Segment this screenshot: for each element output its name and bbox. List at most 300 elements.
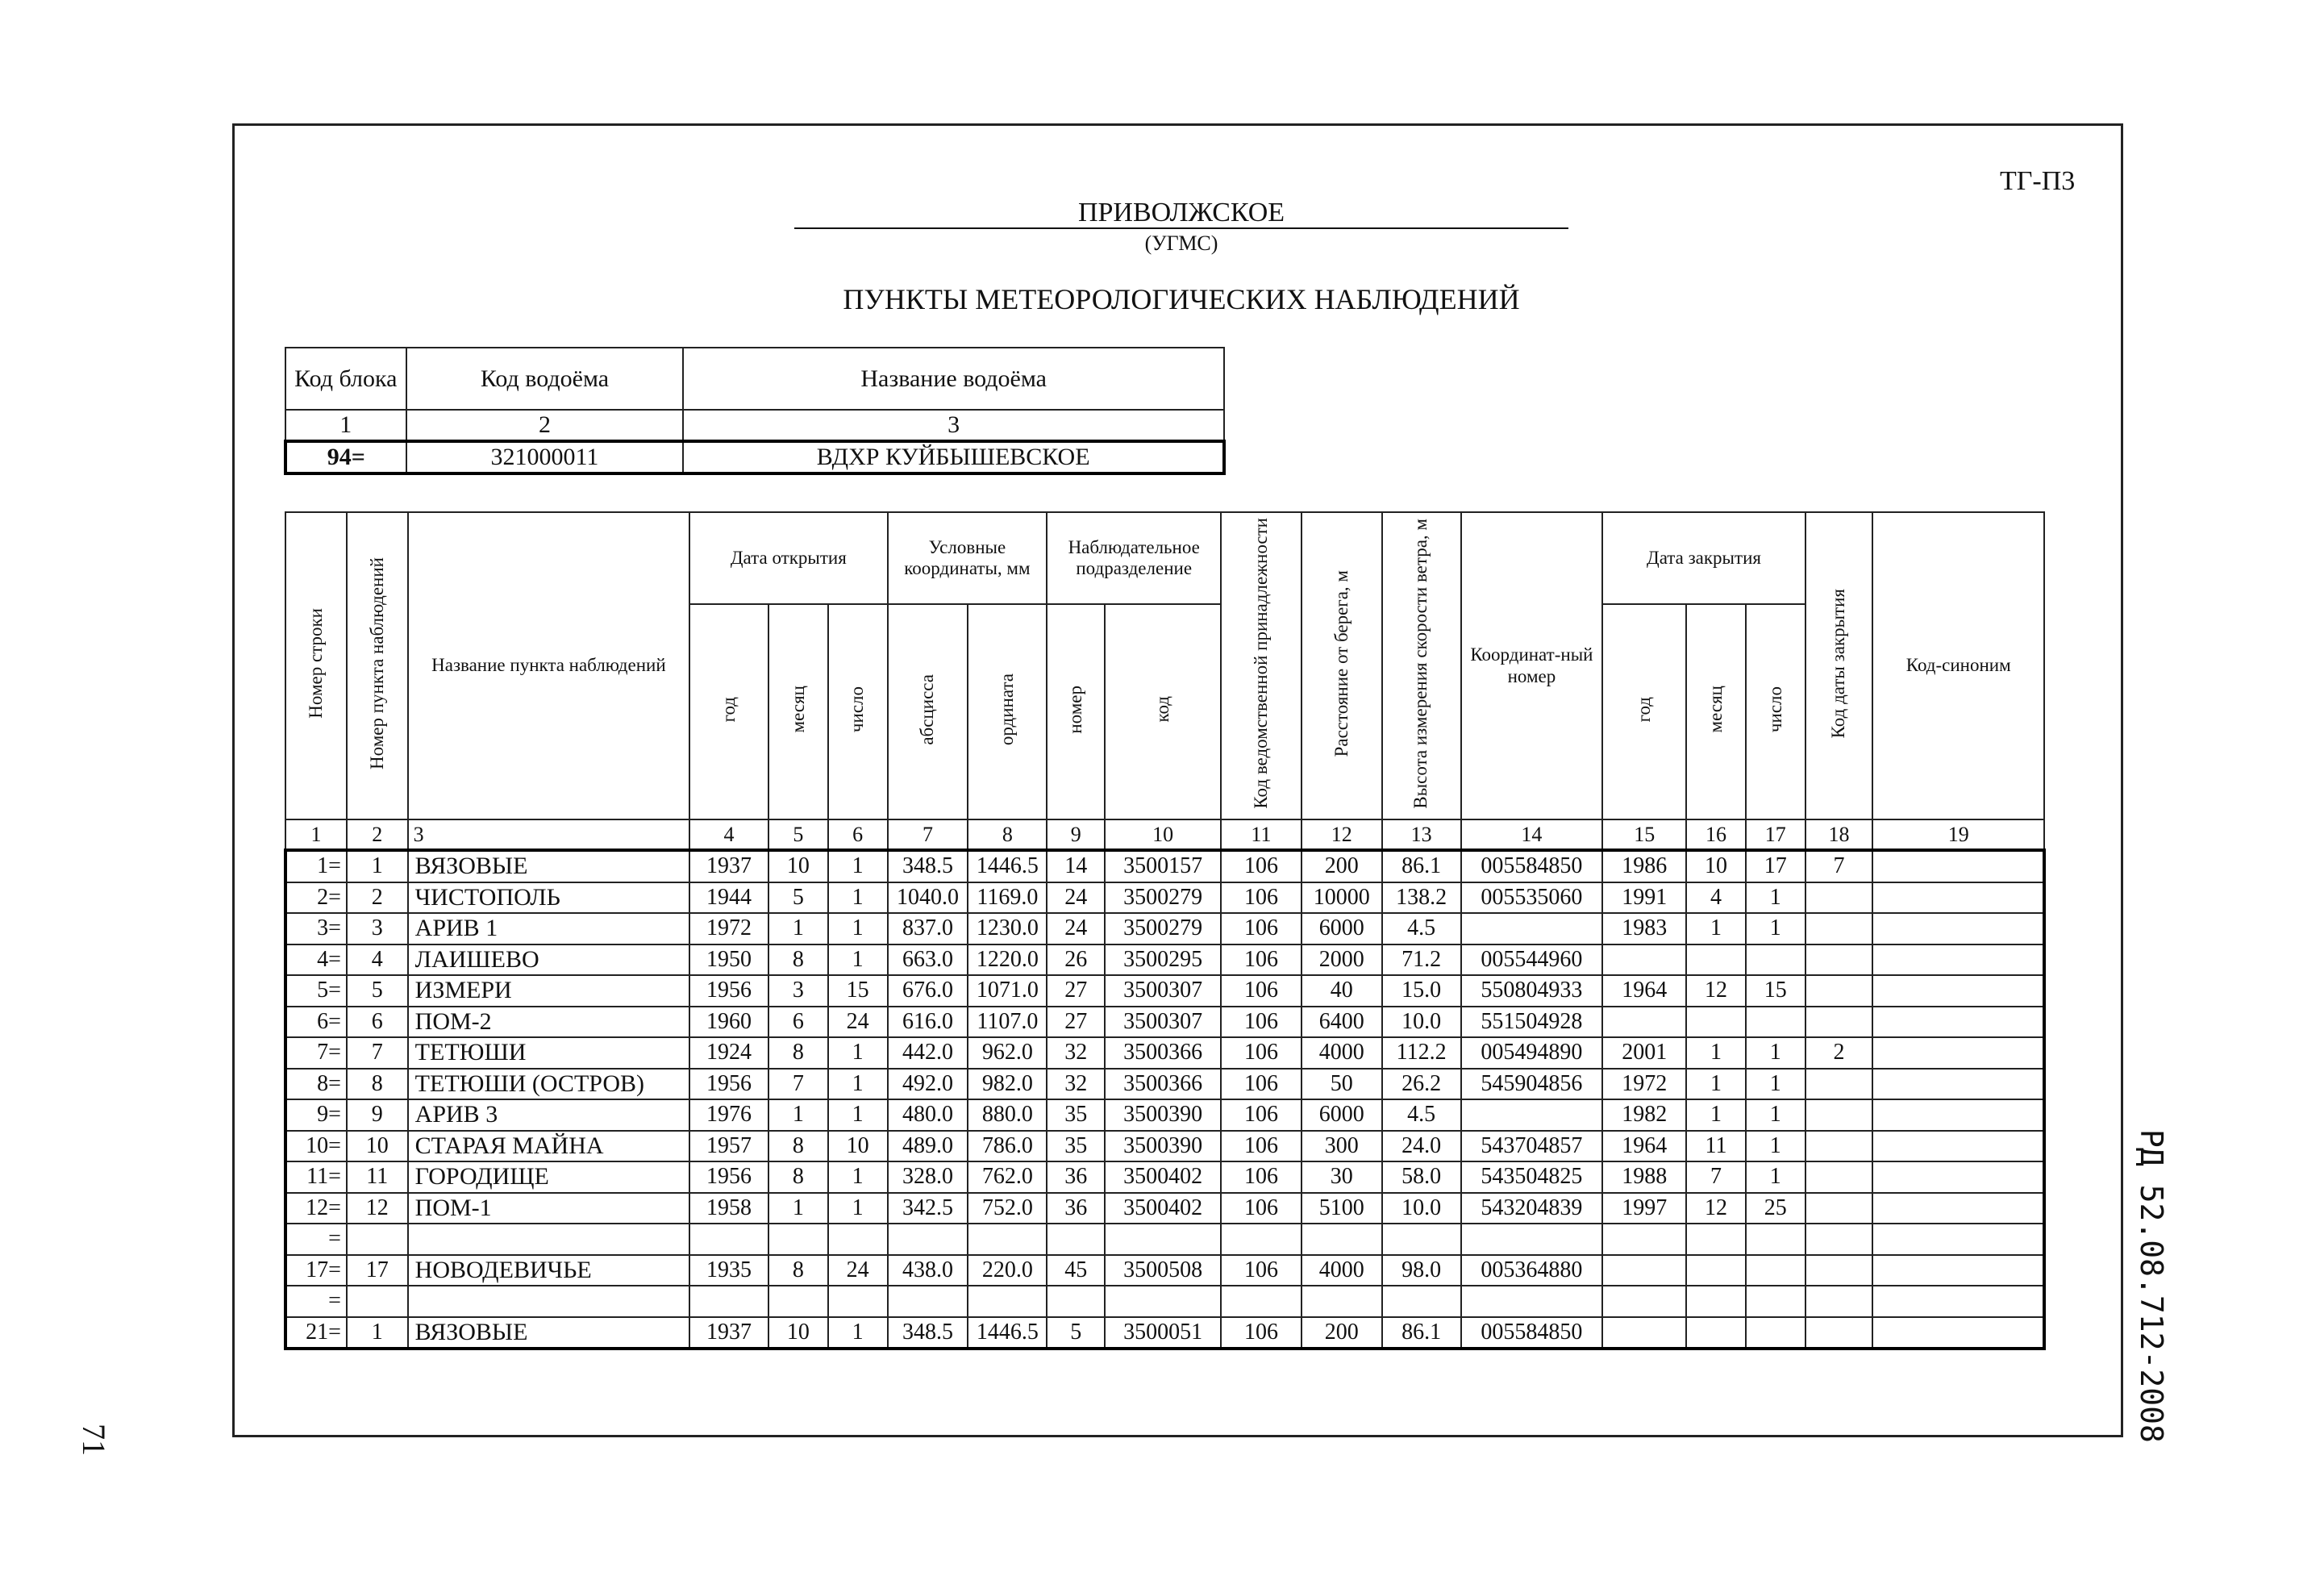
table-cell: 1958	[689, 1193, 768, 1224]
table-cell: 1	[828, 1099, 888, 1131]
table-cell: 98.0	[1382, 1255, 1461, 1286]
table-cell	[1221, 1286, 1302, 1317]
table-cell: 328.0	[888, 1161, 968, 1193]
header-open-day: число	[828, 604, 888, 819]
table-cell: 11	[1686, 1131, 1746, 1162]
table-cell: 1	[1746, 1099, 1805, 1131]
table-cell: 35	[1047, 1099, 1105, 1131]
column-number: 18	[1805, 819, 1873, 850]
table-cell: 12	[347, 1193, 408, 1224]
table-cell: 10	[768, 850, 828, 882]
table-cell: 12	[1686, 1193, 1746, 1224]
table-cell: 8	[347, 1069, 408, 1100]
table-cell: 4.5	[1382, 1099, 1461, 1131]
table-cell: 1944	[689, 882, 768, 914]
table-cell	[828, 1224, 888, 1255]
table-cell	[347, 1286, 408, 1317]
header-close-year: год	[1602, 604, 1686, 819]
table-cell	[1872, 1007, 2044, 1038]
table-cell	[1805, 1224, 1873, 1255]
table-cell: 1	[828, 1161, 888, 1193]
table-cell	[1805, 1286, 1873, 1317]
table-cell: 1	[828, 1193, 888, 1224]
table-cell: 1956	[689, 1069, 768, 1100]
table-row	[285, 1037, 2044, 1069]
table-cell	[1872, 1193, 2044, 1224]
table-cell: 1	[828, 1069, 888, 1100]
table-cell: 1	[1746, 1037, 1805, 1069]
column-number: 7	[888, 819, 968, 850]
table-cell: 8	[768, 1255, 828, 1286]
table-cell: 1	[1686, 1069, 1746, 1100]
table-cell: 24	[828, 1255, 888, 1286]
table-cell: 1=	[285, 850, 347, 882]
region-name: ПРИВОЛЖСКОЕ	[1077, 198, 1285, 227]
table-cell: 2	[1805, 1037, 1873, 1069]
col-number: 1	[285, 410, 406, 441]
table-cell: 7	[347, 1037, 408, 1069]
column-number: 6	[828, 819, 888, 850]
table-cell	[1686, 1255, 1746, 1286]
table-cell: 1	[1686, 913, 1746, 944]
table-cell: 1	[828, 1317, 888, 1349]
table-cell	[768, 1286, 828, 1317]
table-cell: 17=	[285, 1255, 347, 1286]
header-wind-height: Высота измерения скорости ветра, м	[1382, 512, 1461, 819]
table-cell: 1040.0	[888, 882, 968, 914]
table-cell	[1872, 944, 2044, 976]
table-cell: 005364880	[1461, 1255, 1603, 1286]
table-cell: 1	[347, 850, 408, 882]
table-cell: 962.0	[968, 1037, 1047, 1069]
header-point-name: Название пункта наблюдений	[408, 512, 689, 819]
table-cell: 1	[1746, 1161, 1805, 1193]
table-cell: 4	[347, 944, 408, 976]
table-cell: 1	[1746, 882, 1805, 914]
table-cell: 1	[1686, 1037, 1746, 1069]
table-cell	[408, 1286, 689, 1317]
table-cell: 106	[1221, 1193, 1302, 1224]
table-cell: 5100	[1302, 1193, 1382, 1224]
table-cell	[1302, 1286, 1382, 1317]
header-reservoir-name: Название водоёма	[683, 348, 1224, 410]
column-numbers-row	[285, 819, 2044, 850]
page-number: 71	[76, 1424, 112, 1456]
column-number: 16	[1686, 819, 1746, 850]
table-cell: 24	[828, 1007, 888, 1038]
table-cell: 15	[1746, 975, 1805, 1007]
table-cell: 1972	[689, 913, 768, 944]
block-code: 94=	[285, 441, 406, 473]
table-cell: 4=	[285, 944, 347, 976]
table-cell: 10	[768, 1317, 828, 1349]
table-cell	[689, 1286, 768, 1317]
table-cell: 1	[828, 882, 888, 914]
table-cell	[1382, 1286, 1461, 1317]
table-cell: 1446.5	[968, 850, 1047, 882]
table-cell: 1956	[689, 1161, 768, 1193]
table-cell: 86.1	[1382, 850, 1461, 882]
table-cell: ПОМ-1	[408, 1193, 689, 1224]
column-number: 14	[1461, 819, 1603, 850]
column-number: 2	[347, 819, 408, 850]
table-cell: 616.0	[888, 1007, 968, 1038]
table-cell: 1937	[689, 1317, 768, 1349]
table-cell: 3500390	[1105, 1099, 1221, 1131]
table-row	[285, 1317, 2044, 1349]
table-cell: ПОМ-2	[408, 1007, 689, 1038]
table-cell: 27	[1047, 1007, 1105, 1038]
table-cell: ВЯЗОВЫЕ	[408, 850, 689, 882]
header-open-year: год	[689, 604, 768, 819]
table-cell: 3500279	[1105, 913, 1221, 944]
table-cell: 1	[1686, 1099, 1746, 1131]
table-cell: 005494890	[1461, 1037, 1603, 1069]
table-cell: =	[285, 1224, 347, 1255]
table-cell: 106	[1221, 1099, 1302, 1131]
table-cell: 3=	[285, 913, 347, 944]
header-point-number: Номер пункта наблюдений	[347, 512, 408, 819]
table-cell	[1872, 1069, 2044, 1100]
header-close-month: месяц	[1686, 604, 1746, 819]
table-cell	[1805, 1007, 1873, 1038]
table-cell	[968, 1224, 1047, 1255]
table-cell	[1872, 1037, 2044, 1069]
table-row	[285, 1007, 2044, 1038]
table-cell	[1686, 1286, 1746, 1317]
table-cell	[1805, 975, 1873, 1007]
header-open-month: месяц	[768, 604, 828, 819]
table-cell: 11	[347, 1161, 408, 1193]
table-cell	[1746, 1007, 1805, 1038]
table-cell: 50	[1302, 1069, 1382, 1100]
table-cell: 1	[768, 913, 828, 944]
table-cell: 1071.0	[968, 975, 1047, 1007]
table-cell: 32	[1047, 1037, 1105, 1069]
table-cell: 1964	[1602, 1131, 1686, 1162]
table-cell: 1950	[689, 944, 768, 976]
table-cell: 3500157	[1105, 850, 1221, 882]
table-cell	[1872, 913, 2044, 944]
table-cell: 1964	[1602, 975, 1686, 1007]
table-cell	[1602, 1224, 1686, 1255]
column-number: 9	[1047, 819, 1105, 850]
table-cell	[1746, 1317, 1805, 1349]
table-cell: 15.0	[1382, 975, 1461, 1007]
table-cell: 5	[347, 975, 408, 1007]
table-cell	[1047, 1224, 1105, 1255]
column-number: 4	[689, 819, 768, 850]
table-cell: 489.0	[888, 1131, 968, 1162]
table-cell: 1924	[689, 1037, 768, 1069]
table-cell	[1872, 1224, 2044, 1255]
table-row	[285, 1224, 2044, 1255]
table-cell	[888, 1224, 968, 1255]
table-cell: 36	[1047, 1161, 1105, 1193]
table-cell: ЛАИШЕВО	[408, 944, 689, 976]
column-number: 3	[408, 819, 689, 850]
table-cell: 112.2	[1382, 1037, 1461, 1069]
table-cell: 6000	[1302, 913, 1382, 944]
table-cell	[1872, 850, 2044, 882]
header-unit-number: номер	[1047, 604, 1105, 819]
header-open-date: Дата открытия	[689, 512, 887, 604]
table-cell: 8	[768, 1161, 828, 1193]
table-cell: 24.0	[1382, 1131, 1461, 1162]
table-cell: 58.0	[1382, 1161, 1461, 1193]
table-cell: 3500279	[1105, 882, 1221, 914]
table-cell: 837.0	[888, 913, 968, 944]
table-cell	[1686, 944, 1746, 976]
table-cell	[1805, 1255, 1873, 1286]
table-cell: 1960	[689, 1007, 768, 1038]
table-cell: 106	[1221, 882, 1302, 914]
table-cell: 1935	[689, 1255, 768, 1286]
table-cell: 5	[1047, 1317, 1105, 1349]
table-cell	[347, 1224, 408, 1255]
table-row	[285, 975, 2044, 1007]
table-cell: 1	[768, 1099, 828, 1131]
table-cell: 35	[1047, 1131, 1105, 1162]
header-abscissa: абсцисса	[888, 604, 968, 819]
table-cell	[1805, 913, 1873, 944]
column-number: 10	[1105, 819, 1221, 850]
table-cell: 106	[1221, 1255, 1302, 1286]
table-cell: 30	[1302, 1161, 1382, 1193]
table-cell: 1986	[1602, 850, 1686, 882]
table-cell: 543204839	[1461, 1193, 1603, 1224]
table-cell: 6	[347, 1007, 408, 1038]
table-row	[285, 1069, 2044, 1100]
table-cell: 543504825	[1461, 1161, 1603, 1193]
table-row	[285, 1193, 2044, 1224]
table-cell	[1686, 1224, 1746, 1255]
table-cell: 3500402	[1105, 1193, 1221, 1224]
table-cell: 10=	[285, 1131, 347, 1162]
table-cell	[1047, 1286, 1105, 1317]
table-cell: 6=	[285, 1007, 347, 1038]
table-cell: 1220.0	[968, 944, 1047, 976]
table-cell	[888, 1286, 968, 1317]
table-cell	[689, 1224, 768, 1255]
table-cell: 106	[1221, 1131, 1302, 1162]
table-row	[285, 1131, 2044, 1162]
table-cell: 3500307	[1105, 1007, 1221, 1038]
table-cell: 3500051	[1105, 1317, 1221, 1349]
table-cell: 3500366	[1105, 1069, 1221, 1100]
table-cell: 71.2	[1382, 944, 1461, 976]
table-cell: 17	[1746, 850, 1805, 882]
table-cell: 442.0	[888, 1037, 968, 1069]
table-cell	[1746, 944, 1805, 976]
header-coord-number: Координат-ный номер	[1461, 512, 1603, 819]
table-cell: 3500508	[1105, 1255, 1221, 1286]
table-cell: 1983	[1602, 913, 1686, 944]
table-cell	[408, 1224, 689, 1255]
table-cell	[1602, 1007, 1686, 1038]
header-close-day: число	[1746, 604, 1805, 819]
table-cell: 005584850	[1461, 1317, 1603, 1349]
table-cell	[768, 1224, 828, 1255]
column-number: 17	[1746, 819, 1805, 850]
table-cell: 786.0	[968, 1131, 1047, 1162]
table-cell: 32	[1047, 1069, 1105, 1100]
table-cell	[1602, 1255, 1686, 1286]
table-cell: 1997	[1602, 1193, 1686, 1224]
table-cell: 348.5	[888, 1317, 968, 1349]
table-cell: 480.0	[888, 1099, 968, 1131]
table-cell: 1972	[1602, 1069, 1686, 1100]
stations-rows	[285, 850, 2044, 1349]
table-cell	[1746, 1224, 1805, 1255]
document-code: РД 52.08.712-2008	[2134, 1129, 2169, 1443]
table-cell: 1	[828, 1037, 888, 1069]
table-row	[285, 1161, 2044, 1193]
table-cell: 6	[768, 1007, 828, 1038]
table-cell: =	[285, 1286, 347, 1317]
table-cell: 492.0	[888, 1069, 968, 1100]
header-block-code: Код блока	[285, 348, 406, 410]
table-cell: 3500366	[1105, 1037, 1221, 1069]
table-cell: 7=	[285, 1037, 347, 1069]
table-cell: 8	[768, 1131, 828, 1162]
table-cell: 10	[1686, 850, 1746, 882]
table-cell: 550804933	[1461, 975, 1603, 1007]
table-cell: 45	[1047, 1255, 1105, 1286]
table-cell: 106	[1221, 1317, 1302, 1349]
table-cell: 8	[768, 1037, 828, 1069]
block-table	[284, 347, 1226, 475]
table-cell: 4000	[1302, 1255, 1382, 1286]
table-cell: 3500390	[1105, 1131, 1221, 1162]
table-cell: 1169.0	[968, 882, 1047, 914]
table-cell: 14	[1047, 850, 1105, 882]
table-cell: 200	[1302, 1317, 1382, 1349]
block-data-row	[285, 441, 1224, 473]
table-cell: 10	[828, 1131, 888, 1162]
table-cell	[968, 1286, 1047, 1317]
table-row	[285, 913, 2044, 944]
table-cell: 8	[768, 944, 828, 976]
table-cell: ТЕТЮШИ	[408, 1037, 689, 1069]
table-cell: 7	[1686, 1161, 1746, 1193]
column-number: 19	[1872, 819, 2044, 850]
col-number: 2	[406, 410, 684, 441]
table-cell: 11=	[285, 1161, 347, 1193]
table-cell	[1805, 1193, 1873, 1224]
table-cell: 17	[347, 1255, 408, 1286]
table-cell: 545904856	[1461, 1069, 1603, 1100]
table-cell: 1957	[689, 1131, 768, 1162]
table-cell: ЧИСТОПОЛЬ	[408, 882, 689, 914]
table-cell	[1872, 1099, 2044, 1131]
table-cell: 2001	[1602, 1037, 1686, 1069]
table-cell: 4.5	[1382, 913, 1461, 944]
table-cell: ИЗМЕРИ	[408, 975, 689, 1007]
table-cell: 2000	[1302, 944, 1382, 976]
table-cell: 342.5	[888, 1193, 968, 1224]
table-cell: 752.0	[968, 1193, 1047, 1224]
form-code: ТГ-П3	[2000, 166, 2076, 196]
table-cell: 663.0	[888, 944, 968, 976]
table-cell: 1988	[1602, 1161, 1686, 1193]
table-cell	[1461, 1286, 1603, 1317]
table-cell	[1461, 913, 1603, 944]
table-cell: 551504928	[1461, 1007, 1603, 1038]
table-cell: 005535060	[1461, 882, 1603, 914]
table-cell	[1105, 1286, 1221, 1317]
table-cell: 27	[1047, 975, 1105, 1007]
table-cell	[1872, 1161, 2044, 1193]
table-cell	[1686, 1007, 1746, 1038]
table-cell: 1230.0	[968, 913, 1047, 944]
table-cell: 6000	[1302, 1099, 1382, 1131]
column-number: 12	[1302, 819, 1382, 850]
table-cell	[1872, 1317, 2044, 1349]
table-cell: 3	[768, 975, 828, 1007]
table-cell: 9=	[285, 1099, 347, 1131]
table-cell	[1872, 1131, 2044, 1162]
table-cell: 1976	[689, 1099, 768, 1131]
table-cell: 10	[347, 1131, 408, 1162]
table-cell: 106	[1221, 975, 1302, 1007]
table-cell: 138.2	[1382, 882, 1461, 914]
table-cell: 12	[1686, 975, 1746, 1007]
table-cell	[1805, 1131, 1873, 1162]
table-cell: 7	[1805, 850, 1873, 882]
table-cell: 3500295	[1105, 944, 1221, 976]
table-cell: 6400	[1302, 1007, 1382, 1038]
table-cell: 10.0	[1382, 1193, 1461, 1224]
table-cell: СТАРАЯ МАЙНА	[408, 1131, 689, 1162]
table-cell: 106	[1221, 1069, 1302, 1100]
table-cell	[1221, 1224, 1302, 1255]
table-cell: 1	[828, 913, 888, 944]
table-cell	[1805, 1317, 1873, 1349]
table-cell	[1805, 1099, 1873, 1131]
table-cell: 1937	[689, 850, 768, 882]
table-cell: 1	[1746, 913, 1805, 944]
header-unit-code: код	[1105, 604, 1221, 819]
table-row	[285, 1255, 2044, 1286]
column-number: 11	[1221, 819, 1302, 850]
table-cell: 36	[1047, 1193, 1105, 1224]
table-cell: 005544960	[1461, 944, 1603, 976]
column-number: 1	[285, 819, 347, 850]
table-cell: 300	[1302, 1131, 1382, 1162]
table-cell	[1872, 1255, 2044, 1286]
table-cell: 880.0	[968, 1099, 1047, 1131]
stations-table	[284, 511, 2046, 1350]
header-unit: Наблюдательное подразделение	[1047, 512, 1221, 604]
table-row	[285, 944, 2044, 976]
table-cell: 21=	[285, 1317, 347, 1349]
table-cell: 3500402	[1105, 1161, 1221, 1193]
table-cell: 10.0	[1382, 1007, 1461, 1038]
table-cell: НОВОДЕВИЧЬЕ	[408, 1255, 689, 1286]
table-cell: 4	[1686, 882, 1746, 914]
table-cell: 8=	[285, 1069, 347, 1100]
table-cell	[1105, 1224, 1221, 1255]
table-cell: 2	[347, 882, 408, 914]
table-cell: 1956	[689, 975, 768, 1007]
table-cell: 1	[828, 850, 888, 882]
column-number: 8	[968, 819, 1047, 850]
table-cell	[1382, 1224, 1461, 1255]
table-cell: 24	[1047, 913, 1105, 944]
column-number: 13	[1382, 819, 1461, 850]
table-row	[285, 882, 2044, 914]
